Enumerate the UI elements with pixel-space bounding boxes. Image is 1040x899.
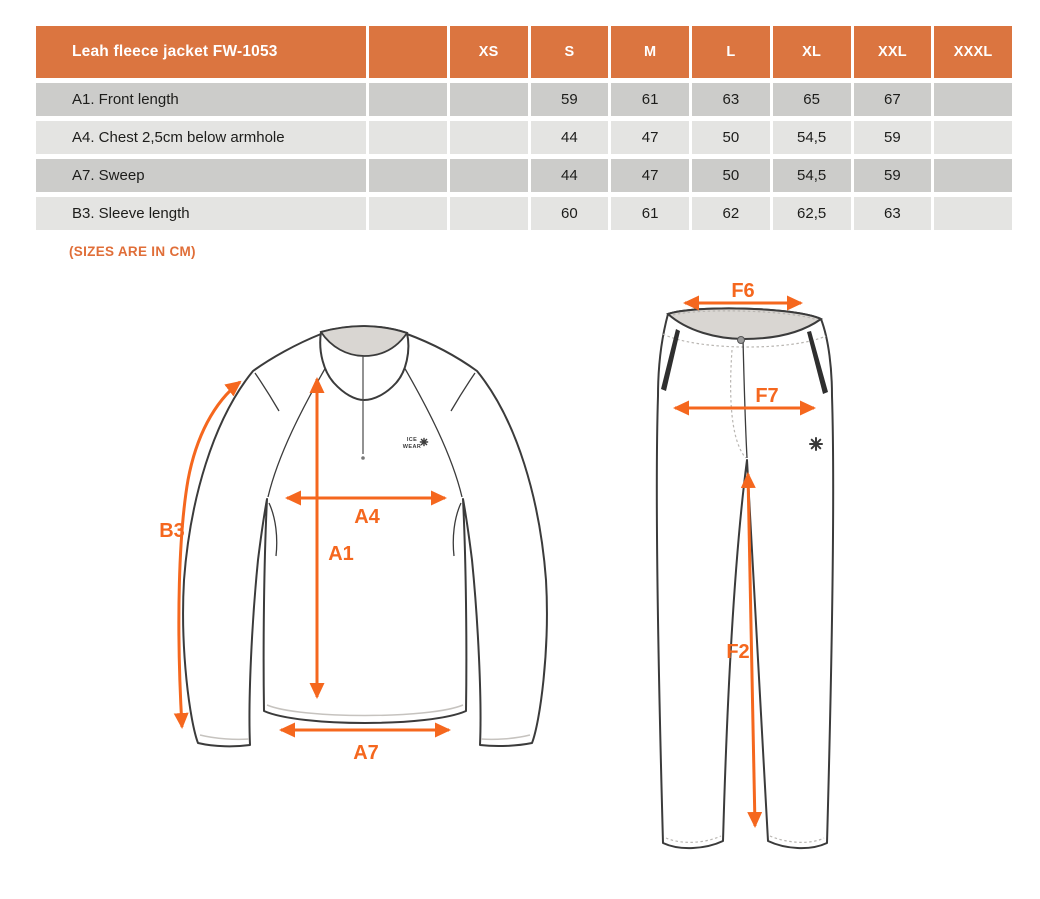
snowflake-icon: [810, 438, 822, 450]
size-col-header-m: M: [611, 26, 689, 78]
table-cell: [934, 159, 1012, 192]
table-cell: 65: [773, 83, 851, 116]
jacket-diagram: [159, 326, 547, 764]
table-cell: 60: [531, 197, 609, 230]
table-cell: 50: [692, 159, 770, 192]
pants-diagram: [657, 280, 833, 848]
jacket-logo-text-1: ICE: [406, 437, 418, 443]
table-cell: 61: [611, 83, 689, 116]
table-cell: [369, 83, 447, 116]
size-col-header-l: L: [692, 26, 770, 78]
table-cell: 54,5: [773, 121, 851, 154]
size-col-header-xs: XS: [450, 26, 528, 78]
table-cell: 54,5: [773, 159, 851, 192]
table-cell: [450, 197, 528, 230]
row-label-a1: A1. Front length: [36, 83, 366, 116]
size-table: [36, 26, 1012, 230]
pants-f6-label: F6: [731, 280, 755, 302]
jacket-a4-label: A4: [354, 506, 380, 528]
table-cell: 63: [692, 83, 770, 116]
table-cell: 63: [854, 197, 932, 230]
table-cell: [934, 83, 1012, 116]
table-cell: [369, 197, 447, 230]
table-cell: 59: [854, 121, 932, 154]
size-col-header-xxl: XXL: [854, 26, 932, 78]
table-cell: 61: [611, 197, 689, 230]
pants-f2-label: F2: [726, 641, 750, 663]
table-cell: 47: [611, 159, 689, 192]
size-col-header-blank: [369, 26, 447, 78]
table-title: Leah fleece jacket FW-1053: [36, 26, 366, 78]
jacket-b3-label: B3: [159, 520, 185, 542]
table-cell: [369, 159, 447, 192]
pants-button: [738, 337, 745, 344]
table-cell: [934, 121, 1012, 154]
table-cell: 67: [854, 83, 932, 116]
table-cell: 47: [611, 121, 689, 154]
garment-diagrams: [0, 280, 1040, 894]
jacket-a1-label: A1: [328, 543, 354, 565]
table-cell: 59: [854, 159, 932, 192]
row-label-a7: A7. Sweep: [36, 159, 366, 192]
sizes-unit-note: (SIZES ARE IN CM): [69, 244, 196, 259]
table-cell: [450, 159, 528, 192]
table-cell: [450, 121, 528, 154]
table-cell: 44: [531, 121, 609, 154]
table-cell: [369, 121, 447, 154]
table-cell: 62: [692, 197, 770, 230]
size-col-header-s: S: [531, 26, 609, 78]
table-cell: 44: [531, 159, 609, 192]
table-cell: 50: [692, 121, 770, 154]
jacket-logo-text-2: WEAR: [402, 444, 422, 450]
jacket-a7-label: A7: [353, 742, 379, 764]
snowflake-icon: [420, 438, 427, 445]
pants-f7-label: F7: [755, 385, 779, 407]
size-col-header-xxxl: XXXL: [934, 26, 1012, 78]
row-label-a4: A4. Chest 2,5cm below armhole: [36, 121, 366, 154]
table-cell: 59: [531, 83, 609, 116]
size-col-header-xl: XL: [773, 26, 851, 78]
table-cell: 62,5: [773, 197, 851, 230]
table-cell: [450, 83, 528, 116]
row-label-b3: B3. Sleeve length: [36, 197, 366, 230]
table-cell: [934, 197, 1012, 230]
